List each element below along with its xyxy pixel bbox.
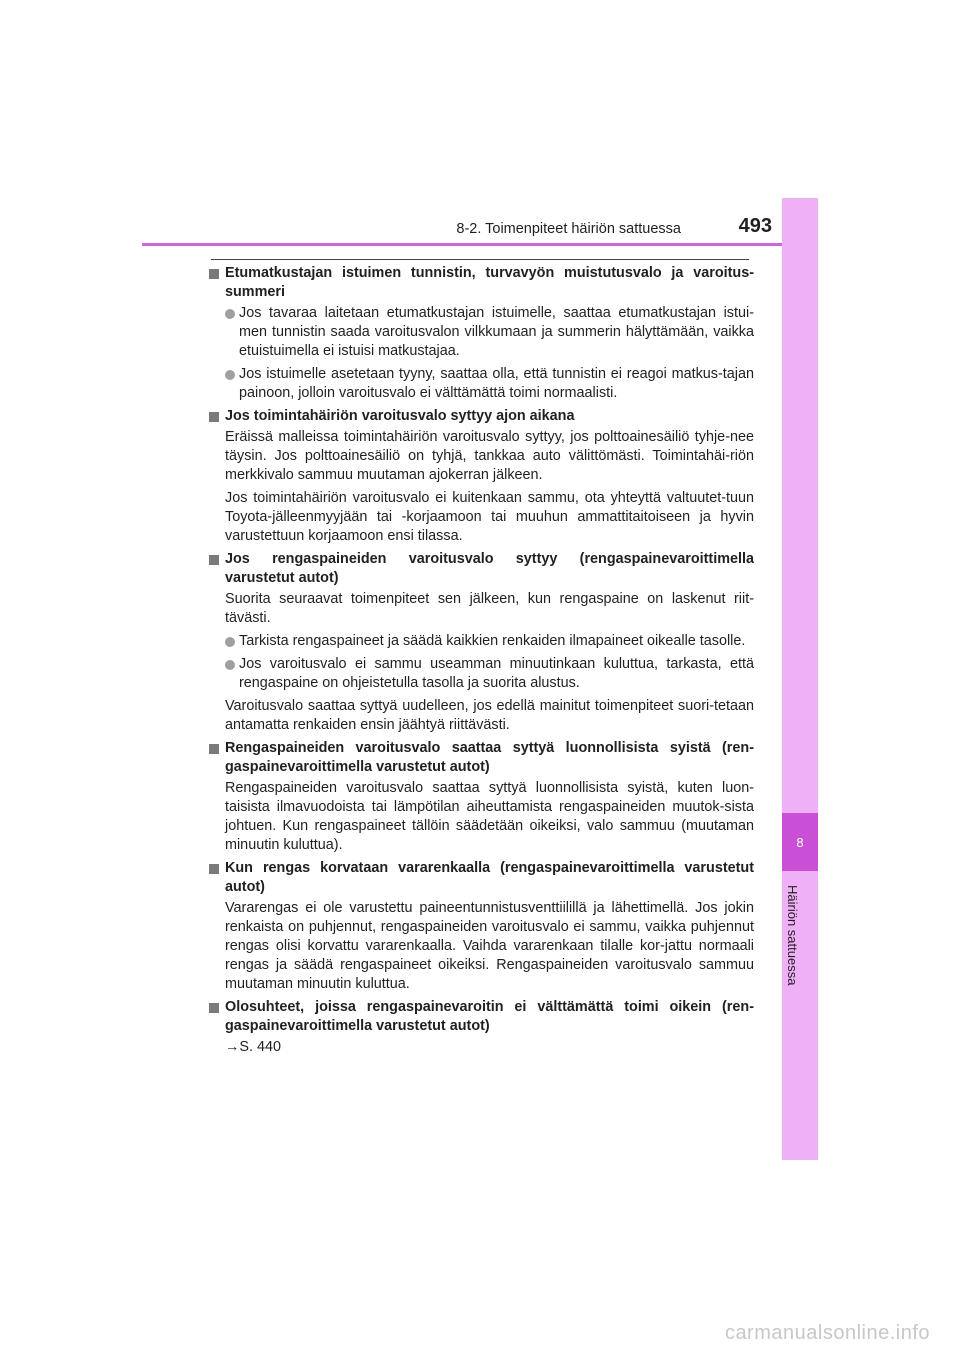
section-heading <box>208 264 754 302</box>
page-number: 493 <box>738 215 772 237</box>
bullet-item <box>208 304 754 361</box>
section-4 <box>208 739 754 855</box>
bullet-text: Tarkista rengaspaineet ja säädä kaikkien renkaiden ilmapaineet oikealle tasolle. <box>239 633 746 649</box>
square-bullet-icon <box>209 864 219 874</box>
bullet-item <box>208 365 754 403</box>
section-heading <box>208 859 754 897</box>
section-1 <box>208 264 754 403</box>
bullet-text: Jos varoitusvalo ei sammu useamman minuutinkaan kuluttua, tarkasta, että rengaspaine on ohjeistetulla tasolla ja suorita alustus. <box>239 656 754 691</box>
section-3 <box>208 550 754 735</box>
chapter-number: 8 <box>796 834 804 850</box>
chapter-side-tab <box>782 198 818 1160</box>
header-rule <box>142 243 818 246</box>
section-heading <box>208 550 754 588</box>
paragraph: Jos toimintahäiriön varoitusvalo ei kuitenkaan sammu, ota yhteyttä valtuutet-tuun Toyota-jälleenmyyjään tai -korjaamoon tai muuhun ammattitaitoiseen ja hyvin varustettuun korjaamoon ensi tilassa. <box>225 490 754 544</box>
paragraph: Vararengas ei ole varustettu paineentunnistusventtiilillä ja lähettimellä. Jos jokin renkaista on puhjennut, rengaspaineiden varoitusvalo ei sammu, vaikka puhjennut rengas olisi korvattu vararenkaalla. Vaihda vararenkaan tilalle kor-jattu normaali rengas ja säädä rengaspaineet oikeiksi. Rengaspaineiden varoitusvalo sammuu muutaman minuutin kuluttua. <box>225 900 754 992</box>
content-top-rule <box>211 259 749 260</box>
section-heading <box>208 739 754 777</box>
square-bullet-icon <box>209 269 219 279</box>
paragraph: Varoitusvalo saattaa syttyä uudelleen, jos edellä mainitut toimenpiteet suori-tetaan antamatta renkaiden ensin jäähtyä riittävästi. <box>225 698 754 733</box>
section-heading <box>208 407 754 426</box>
section-heading-text: Jos rengaspaineiden varoitusvalo syttyy (rengaspainevaroittimella varustetut autot) <box>225 551 754 586</box>
section-title: 8-2. Toimenpiteet häiriön sattuessa <box>456 221 681 237</box>
paragraph: Eräissä malleissa toimintahäiriön varoitusvalo syttyy, jos polttoainesäiliö tyhje-nee täysin. Jos polttoainesäiliö on tyhjä, tankkaa auto välittömästi. Toimintahäi-riön merkkivalo sammuu muutaman ajokerran jälkeen. <box>225 429 754 483</box>
bullet-item <box>208 632 754 651</box>
bullet-text: Jos tavaraa laitetaan etumatkustajan istuimelle, saattaa etumatkustajan istui-men tunnistin saada varoitusvalon vilkkumaan ja summerin hälyttämään, vaikka etuistuimella ei istuisi matkustajaa. <box>239 305 754 359</box>
page-reference-link[interactable]: →S. 440 <box>225 1039 281 1055</box>
square-bullet-icon <box>209 1003 219 1013</box>
round-bullet-icon <box>225 660 235 670</box>
bullet-text: Jos istuimelle asetetaan tyyny, saattaa olla, että tunnistin ei reagoi matkus-tajan painoon, jolloin varoitusvalo ei välttämättä toimi normaalisti. <box>239 366 754 401</box>
square-bullet-icon <box>209 555 219 565</box>
bullet-item <box>208 655 754 693</box>
paragraph: Suorita seuraavat toimenpiteet sen jälkeen, kun rengaspaine on laskenut riit-tävästi. <box>225 591 754 626</box>
section-heading-text: Rengaspaineiden varoitusvalo saattaa syttyä luonnollisista syistä (ren-gaspainevaroittimella varustetut autot) <box>225 740 754 775</box>
square-bullet-icon <box>209 744 219 754</box>
content-body <box>208 264 754 1061</box>
section-heading-text: Kun rengas korvataan vararenkaalla (rengaspainevaroittimella varustetut autot) <box>225 860 754 895</box>
round-bullet-icon <box>225 370 235 380</box>
round-bullet-icon <box>225 309 235 319</box>
section-2 <box>208 407 754 546</box>
section-heading <box>208 998 754 1036</box>
chapter-number-box <box>782 813 818 871</box>
section-heading-text: Olosuhteet, joissa rengaspainevaroitin ei välttämättä toimi oikein (ren-gaspainevaroittimella varustetut autot) <box>225 999 754 1034</box>
page-header <box>142 215 818 243</box>
paragraph: Rengaspaineiden varoitusvalo saattaa syttyä luonnollisista syistä, kuten luon-taisista ilmavuodoista tai lämpötilan aiheuttamista rengaspaineiden muutok-sista johtuen. Kun rengaspaineet tällöin säädetään oikeiksi, valo sammuu (muutaman minuutin kuluttua). <box>225 780 754 853</box>
section-5 <box>208 859 754 994</box>
section-6 <box>208 998 754 1057</box>
section-heading-text: Etumatkustajan istuimen tunnistin, turvavyön muistutusvalo ja varoitus-summeri <box>225 265 754 300</box>
section-heading-text: Jos toimintahäiriön varoitusvalo syttyy ajon aikana <box>225 408 575 424</box>
round-bullet-icon <box>225 637 235 647</box>
chapter-label: Häiriön sattuessa <box>785 885 800 986</box>
footer-watermark: carmanualsonline.info <box>724 1322 930 1344</box>
square-bullet-icon <box>209 412 219 422</box>
